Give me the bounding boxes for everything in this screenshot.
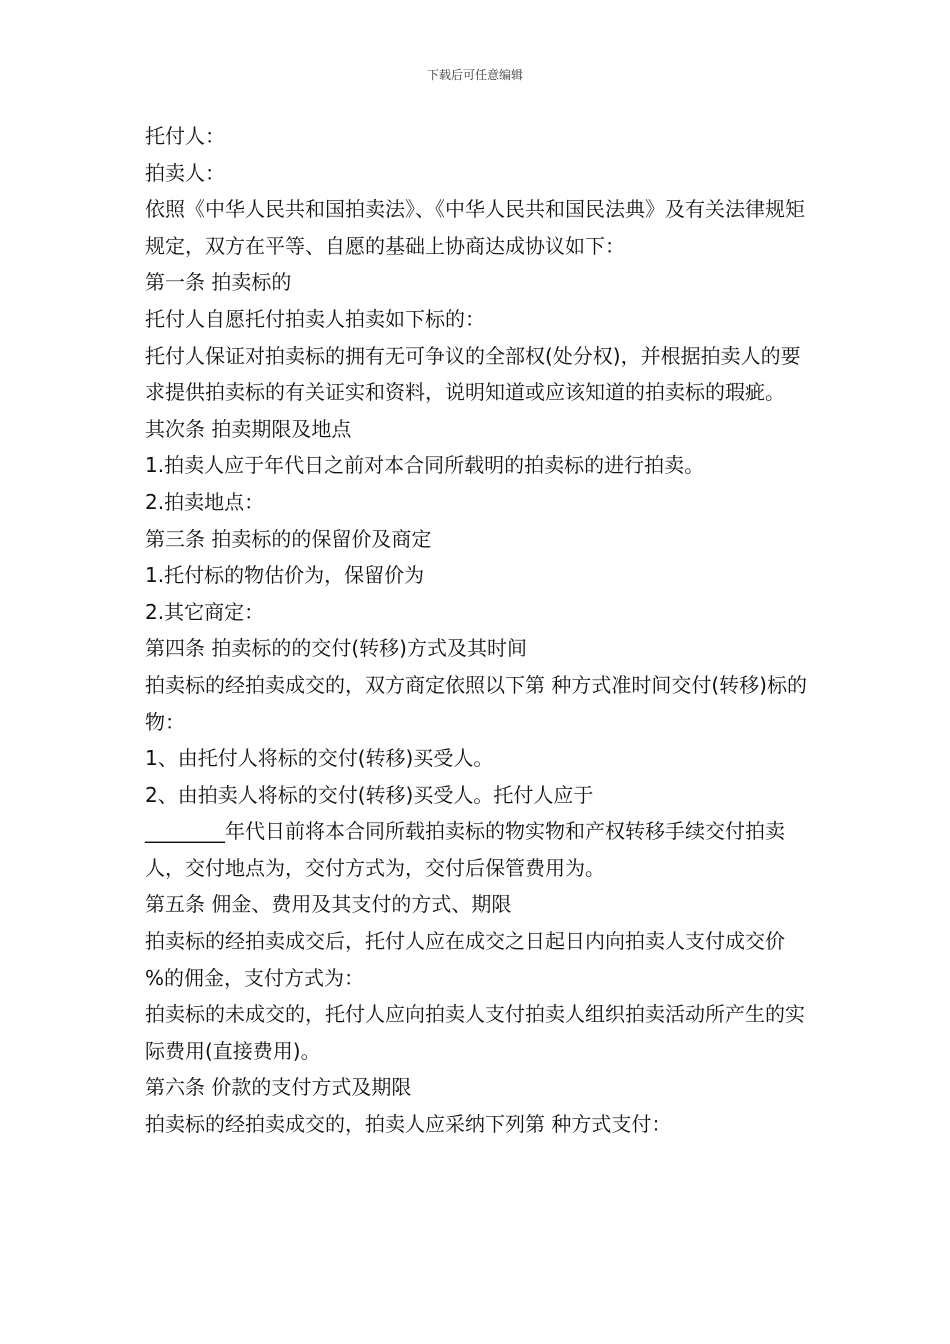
article-1-heading: 第一条 拍卖标的 <box>145 270 292 295</box>
article-4-item: 2、由拍卖人将标的交付(转移)买受人。托付人应于 <box>145 782 594 807</box>
header-note: 下载后可任意编辑 <box>426 68 523 82</box>
article-2-item: 2.拍卖地点： <box>145 489 265 514</box>
article-3-heading: 第三条 拍卖标的的保留价及商定 <box>145 526 432 551</box>
article-2-item: 1.拍卖人应于年代日之前对本合同所载明的拍卖标的进行拍卖。 <box>145 453 705 478</box>
preamble-paragraph: 依照《中华人民共和国拍卖法》、《中华人民共和国民法典》及有关法律规矩规定，双方在平等、自愿的基础上协商达成协议如下： <box>145 197 805 258</box>
document-body <box>145 118 810 1143</box>
article-1-paragraph: 托付人自愿托付拍卖人拍卖如下标的： <box>145 306 485 331</box>
article-6-heading: 第六条 价款的支付方式及期限 <box>145 1075 412 1100</box>
article-2-heading: 其次条 拍卖期限及地点 <box>145 416 352 441</box>
article-4-item: 1、由托付人将标的交付(转移)买受人。 <box>145 746 494 771</box>
article-6-paragraph: 拍卖标的经拍卖成交的，拍卖人应采纳下列第 种方式支付： <box>145 1112 672 1137</box>
article-5-paragraph: 拍卖标的未成交的，托付人应向拍卖人支付拍卖人组织拍卖活动所产生的实际费用(直接费用)。 <box>145 1002 805 1063</box>
party-consignor-line: 托付人： <box>145 124 225 148</box>
article-3-item: 2.其它商定： <box>145 599 265 624</box>
article-4-paragraph: 拍卖标的经拍卖成交的，双方商定依照以下第 种方式准时间交付(转移)标的物： <box>145 672 807 734</box>
article-5-heading: 第五条 佣金、费用及其支付的方式、期限 <box>145 892 512 917</box>
article-3-item: 1.托付标的物估价为，保留价为 <box>145 563 425 588</box>
party-auctioneer-line: 拍卖人： <box>145 160 225 185</box>
article-4-paragraph: ________年代日前将本合同所载拍卖标的物实物和产权转移手续交付拍卖人，交付地点为，交付方式为，交付后保管费用为。 <box>145 819 785 880</box>
article-5-paragraph: 拍卖标的经拍卖成交后，托付人应在成交之日起日内向拍卖人支付成交价 %的佣金，支付方式为： <box>145 929 785 990</box>
article-4-heading: 第四条 拍卖标的的交付(转移)方式及其时间 <box>145 636 527 661</box>
article-1-paragraph: 托付人保证对拍卖标的拥有无可争议的全部权(处分权)，并根据拍卖人的要求提供拍卖标的有关证实和资料，说明知道或应该知道的拍卖标的瑕疵。 <box>145 343 801 405</box>
